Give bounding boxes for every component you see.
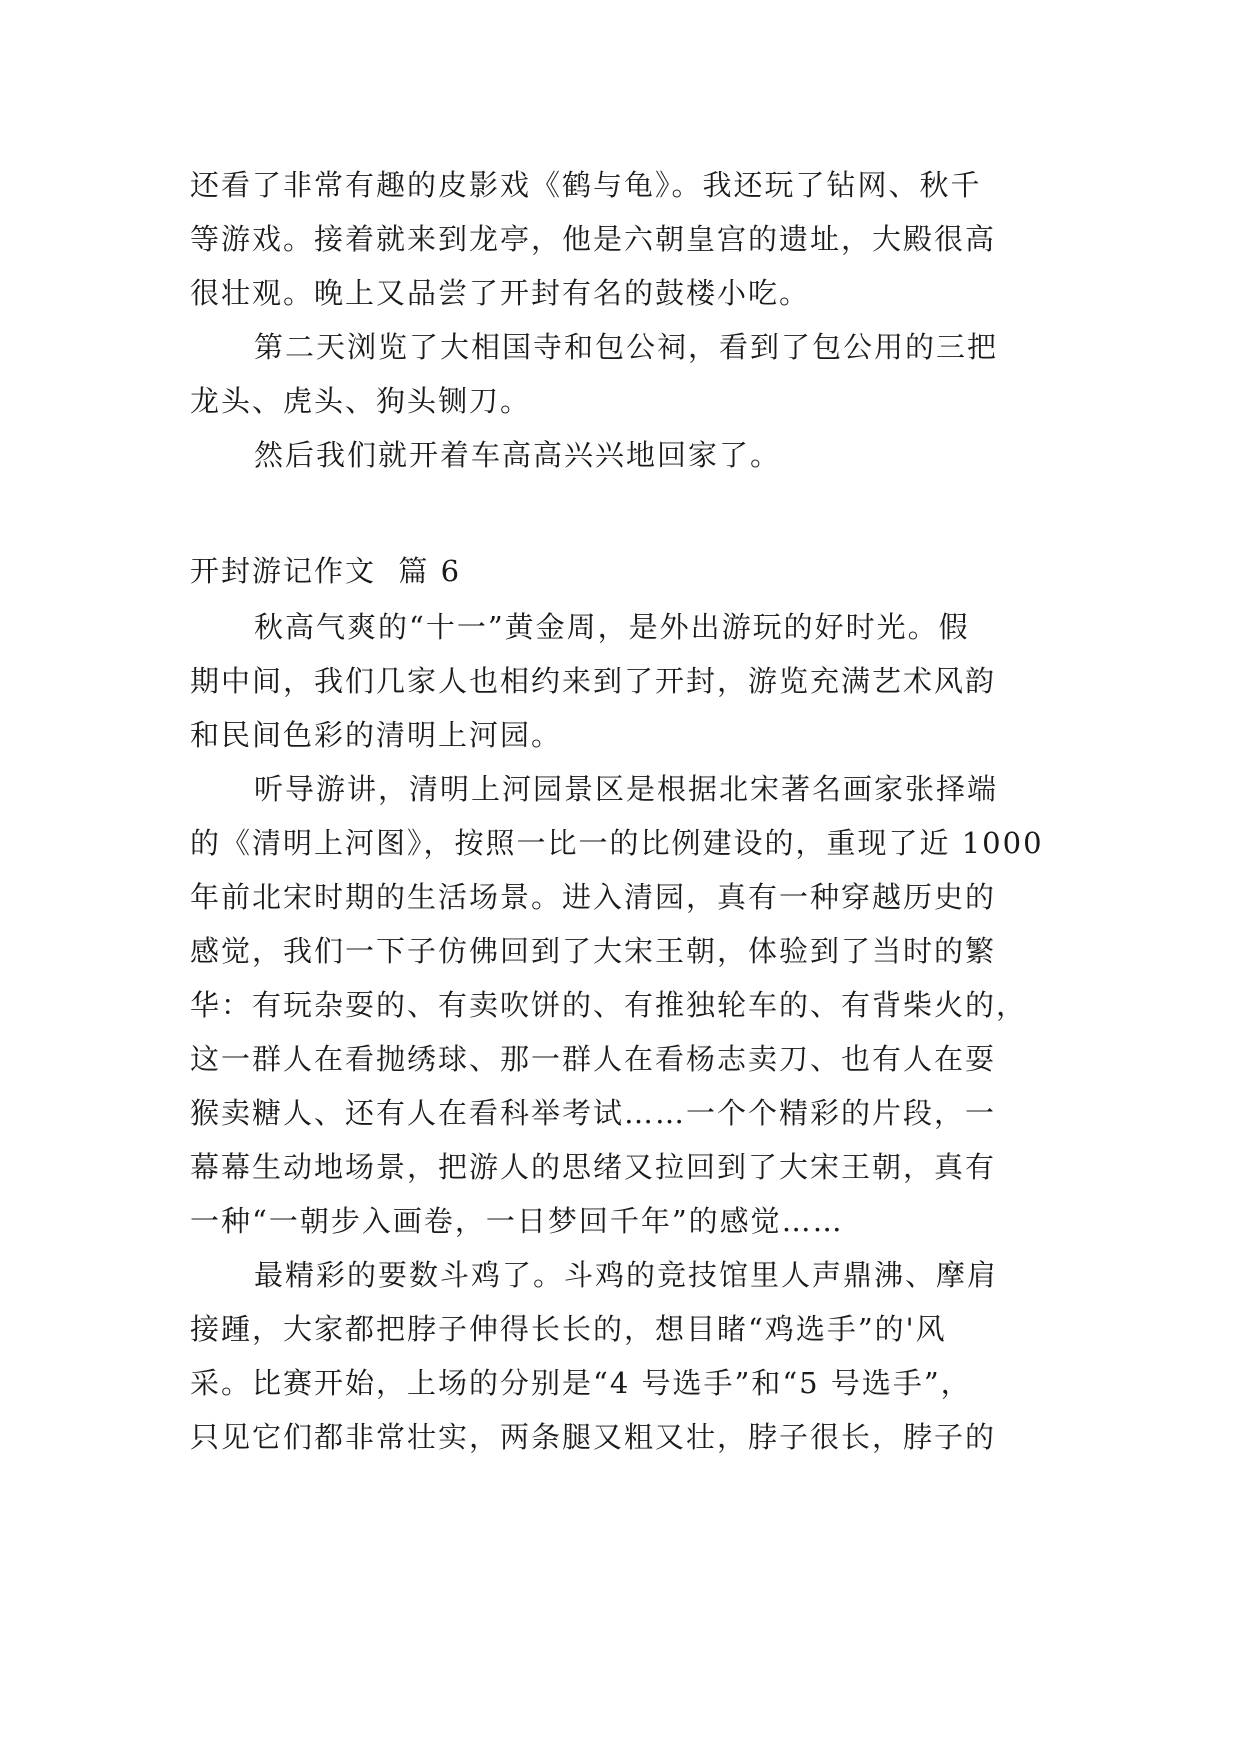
intro-paragraph <box>190 158 1060 320</box>
text-line: 华：有玩杂耍的、有卖吹饼的、有推独轮车的、有背柴火的， <box>190 988 1028 1022</box>
section-title: 开封游记作文 篇 6 <box>190 554 462 588</box>
text-line: 很壮观。晚上又品尝了开封有名的鼓楼小吃。 <box>190 276 811 310</box>
section6-paragraph-1 <box>190 600 1060 762</box>
text-line: 一种“一朝步入画卷，一日梦回千年”的感觉…… <box>190 1204 844 1238</box>
ending-paragraph <box>190 428 1060 482</box>
text-line: 的《清明上河图》，按照一比一的比例建设的，重现了近 1000 <box>190 826 1044 860</box>
day2-paragraph <box>190 320 1060 428</box>
text-line: 期中间，我们几家人也相约来到了开封，游览充满艺术风韵 <box>190 664 997 698</box>
text-line: 等游戏。接着就来到龙亭，他是六朝皇宫的遗址，大殿很高 <box>190 222 997 256</box>
section-gap <box>190 482 1060 542</box>
section6-paragraph-2 <box>190 762 1060 1248</box>
text-line: 采。比赛开始，上场的分别是“4 号选手”和“5 号选手”， <box>190 1366 972 1400</box>
section-6 <box>190 542 1060 1464</box>
document-body <box>190 158 1060 1464</box>
text-line: 秋高气爽的“十一”黄金周，是外出游玩的好时光。假 <box>254 610 970 644</box>
text-line: 年前北宋时期的生活场景。进入清园，真有一种穿越历史的 <box>190 880 997 914</box>
text-line: 和民间色彩的清明上河园。 <box>190 718 563 752</box>
text-line: 龙头、虎头、狗头铡刀。 <box>190 384 532 418</box>
text-line: 这一群人在看抛绣球、那一群人在看杨志卖刀、也有人在耍 <box>190 1042 997 1076</box>
text-line: 幕幕生动地场景，把游人的思绪又拉回到了大宋王朝，真有 <box>190 1150 997 1184</box>
section6-paragraph-3 <box>190 1248 1060 1464</box>
text-line: 第二天浏览了大相国寺和包公祠，看到了包公用的三把 <box>254 330 999 364</box>
text-line: 还看了非常有趣的皮影戏《鹤与龟》。我还玩了钻网、秋千 <box>190 168 982 202</box>
text-line: 只见它们都非常壮实，两条腿又粗又壮，脖子很长，脖子的 <box>190 1420 997 1454</box>
text-line: 接踵，大家都把脖子伸得长长的，想目睹“鸡选手”的'风 <box>190 1312 947 1346</box>
text-line: 最精彩的要数斗鸡了。斗鸡的竞技馆里人声鼎沸、摩肩 <box>254 1258 999 1292</box>
text-line: 听导游讲，清明上河园景区是根据北宋著名画家张择端 <box>254 772 999 806</box>
text-line: 猴卖糖人、还有人在看科举考试……一个个精彩的片段，一 <box>190 1096 997 1130</box>
text-line: 然后我们就开着车高高兴兴地回家了。 <box>254 438 782 472</box>
text-line: 感觉，我们一下子仿佛回到了大宋王朝，体验到了当时的繁 <box>190 934 997 968</box>
